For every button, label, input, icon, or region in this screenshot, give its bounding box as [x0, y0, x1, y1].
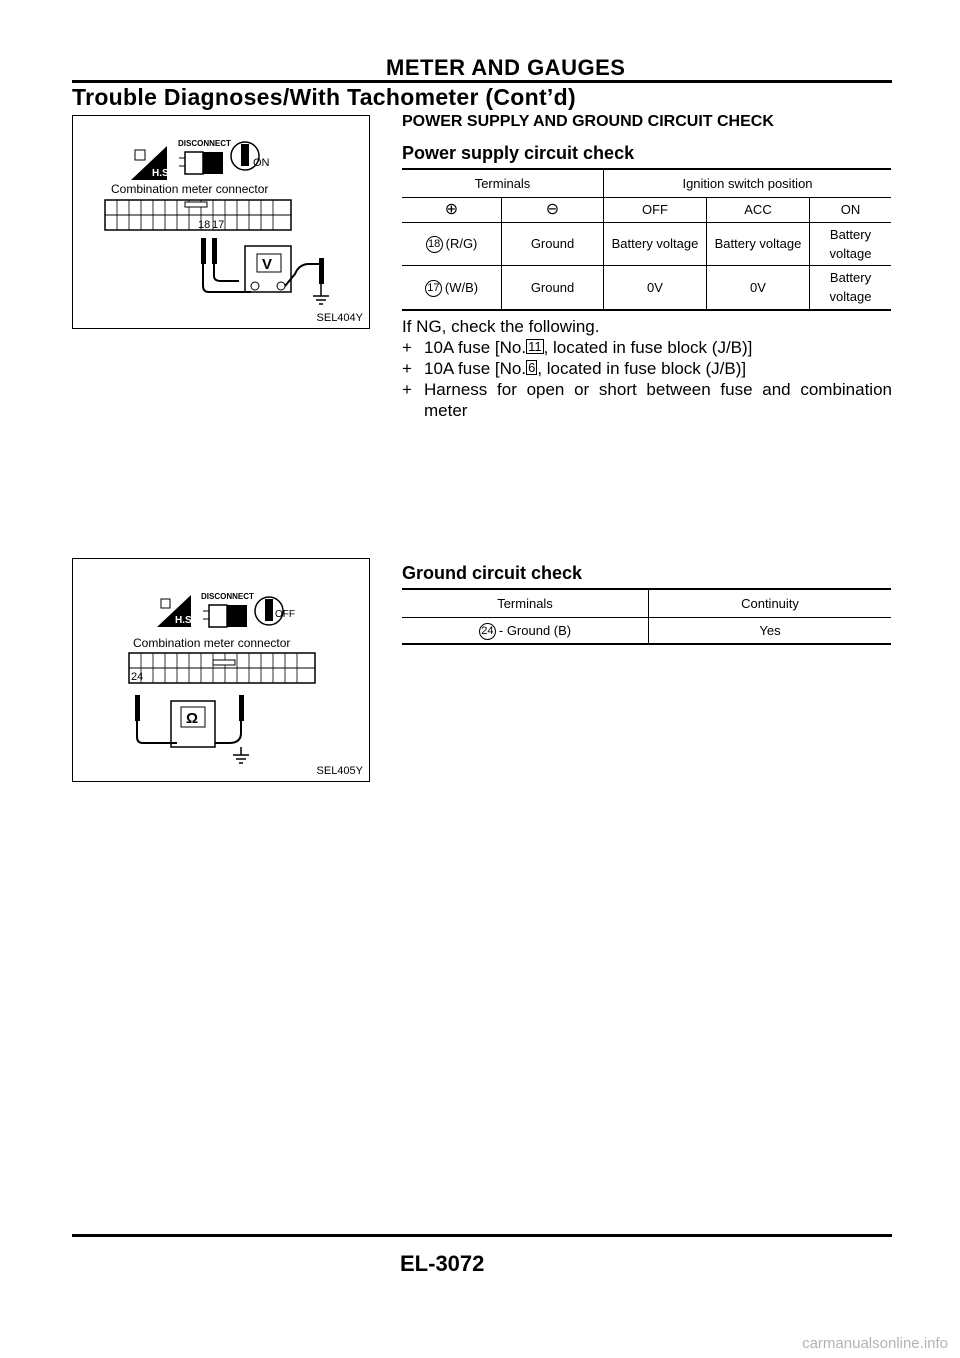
- header-plus: ⊕: [402, 197, 502, 222]
- terminal-number: 24: [479, 623, 496, 640]
- header-acc: ACC: [707, 197, 810, 222]
- page-number: EL-3072: [400, 1251, 485, 1276]
- watermark: carmanualsonline.info: [802, 1335, 948, 1352]
- section-heading: POWER SUPPLY AND GROUND CIRCUIT CHECK: [402, 113, 774, 130]
- bullet-mark: +: [402, 338, 412, 357]
- header-off: OFF: [604, 197, 707, 222]
- pin-17-label: 17: [212, 219, 225, 231]
- ignition-key-icon: [255, 597, 295, 625]
- ground-cell: Ground: [502, 265, 604, 310]
- power-supply-table: [402, 170, 891, 311]
- header-terminals: Terminals: [402, 170, 604, 197]
- pin-18-label: 18: [198, 219, 211, 231]
- figure-code: SEL404Y: [316, 312, 363, 324]
- ground-check-diagram: [73, 559, 369, 781]
- test-probes: [201, 238, 251, 292]
- hs-label: H.S.: [152, 168, 172, 179]
- fuse-number: 11: [528, 339, 542, 354]
- list-item: + 10A fuse [No. 6 , located in fuse block (J/B)]: [402, 359, 747, 378]
- ohmmeter-icon: [171, 701, 215, 747]
- list-item: + 10A fuse [No. 11 , located in fuse block (J/B)]: [402, 338, 753, 357]
- hs-icon: [157, 595, 195, 627]
- section-title: METER AND GAUGES: [386, 55, 626, 80]
- ohmmeter-label: Ω: [186, 710, 199, 727]
- header-ignition-position: Ignition switch position: [604, 170, 892, 197]
- table-row: [402, 222, 891, 265]
- pin-24-label: 24: [131, 671, 144, 683]
- on-cell: Battery voltage: [810, 265, 892, 310]
- connector-label: Combination meter connector: [133, 636, 291, 650]
- key-position-label: OFF: [275, 609, 295, 620]
- ground-circuit-heading: Ground circuit check: [402, 563, 583, 583]
- terminal-cell: 17 (W/B): [402, 265, 502, 310]
- figure-code: SEL405Y: [316, 765, 363, 777]
- disconnect-icon: [201, 592, 254, 627]
- footer-rule: [72, 1234, 892, 1237]
- header-on: ON: [810, 197, 892, 222]
- ignition-key-icon: [231, 142, 270, 170]
- ng-intro: If NG, check the following.: [402, 317, 600, 336]
- off-cell: 0V: [604, 265, 707, 310]
- off-cell: Battery voltage: [604, 222, 707, 265]
- terminal-number: 17: [425, 280, 442, 297]
- on-cell: Battery voltage: [810, 222, 892, 265]
- terminal-cell: 18 (R/G): [402, 222, 502, 265]
- acc-cell: Battery voltage: [707, 222, 810, 265]
- header-continuity: Continuity: [649, 590, 892, 617]
- voltage-check-diagram: [73, 116, 369, 328]
- disconnect-label: DISCONNECT: [201, 592, 254, 601]
- connector-block: [129, 653, 315, 683]
- hs-icon: [131, 146, 172, 180]
- power-supply-heading: Power supply circuit check: [402, 143, 635, 163]
- ground-symbol: [215, 695, 249, 763]
- header-terminals: Terminals: [402, 590, 649, 617]
- bullet-mark: +: [402, 359, 412, 378]
- header-rule: [72, 80, 892, 83]
- table-row: [402, 617, 891, 644]
- disconnect-icon: [178, 139, 231, 174]
- table-row: [402, 265, 891, 310]
- header-minus: ⊖: [502, 197, 604, 222]
- figure-ground-check: [72, 558, 370, 782]
- connector-label: Combination meter connector: [111, 182, 269, 196]
- voltmeter-icon: [245, 246, 291, 292]
- voltmeter-label: V: [262, 256, 273, 273]
- ground-circuit-table: [402, 590, 891, 645]
- figure-voltage-check: [72, 115, 370, 329]
- continuity-cell: Yes: [649, 617, 892, 644]
- ng-check-list: [402, 316, 892, 421]
- key-position-label: ON: [253, 157, 270, 169]
- connector-block: [105, 200, 291, 231]
- page-subtitle: Trouble Diagnoses/With Tachometer (Cont’d): [72, 84, 576, 110]
- terminal-number: 18: [426, 236, 443, 253]
- ground-cell: Ground: [502, 222, 604, 265]
- terminal-cell: 24 - Ground (B): [402, 617, 649, 644]
- fuse-number: 6: [528, 360, 536, 375]
- bullet-mark: +: [402, 380, 412, 399]
- disconnect-label: DISCONNECT: [178, 139, 231, 148]
- list-item: + Harness for open or short between fuse and combination meter: [402, 380, 892, 420]
- hs-label: H.S.: [175, 615, 195, 626]
- acc-cell: 0V: [707, 265, 810, 310]
